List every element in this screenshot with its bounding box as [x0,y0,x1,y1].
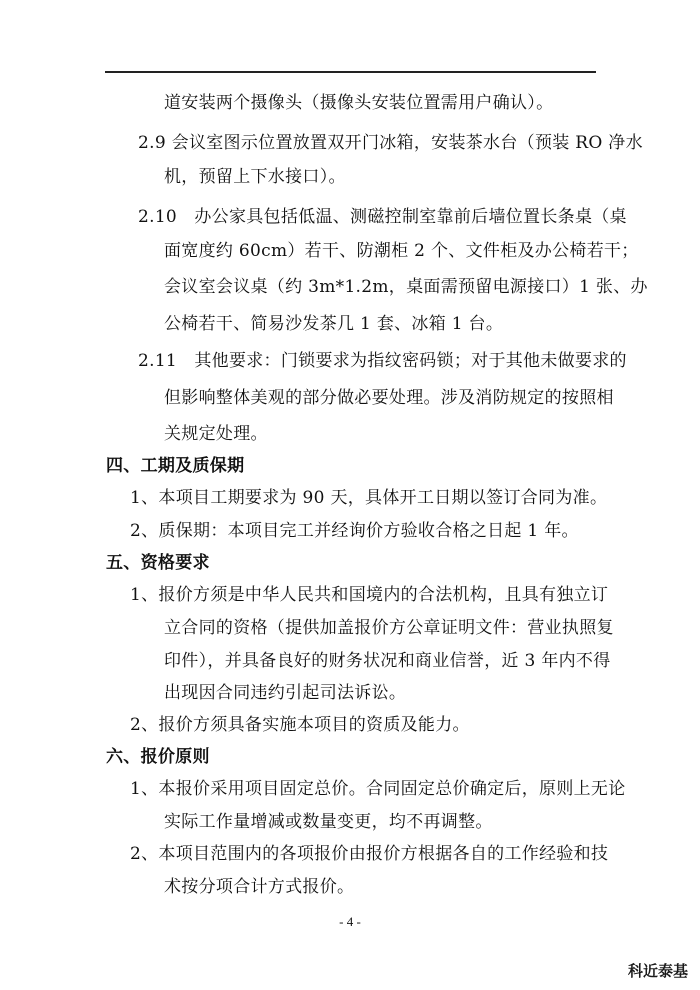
section-heading-4: 四、工期及质保期 [106,456,245,476]
body-line: 道安装两个摄像头（摄像头安装位置需用户确认）。 [164,93,554,113]
body-line: 面宽度约 60cm）若干、防潮柜 2 个、文件柜及办公椅若干； [164,241,639,261]
body-line: 2、质保期：本项目完工并经询价方验收合格之日起 1 年。 [130,521,579,541]
header-rule [105,71,596,73]
body-line: 2.9 会议室图示位置放置双开门冰箱，安装茶水台（预装 RO 净水 [138,133,643,153]
page-number: - 4 - [339,914,361,929]
body-line: 2.10 办公家具包括低温、测磁控制室靠前后墙位置长条桌（桌 [138,207,627,227]
body-line: 2、本项目范围内的各项报价由报价方根据各自的工作经验和技 [130,844,609,864]
body-line: 但影响整体美观的部分做必要处理。涉及消防规定的按照相 [164,388,614,408]
body-line: 术按分项合计方式报价。 [164,877,355,897]
body-line: 机，预留上下水接口）。 [164,167,346,187]
body-line: 2、报价方须具备实施本项目的资质及能力。 [130,715,470,735]
watermark: 科近泰基 [627,962,688,980]
section-heading-5: 五、资格要求 [106,553,210,573]
body-line: 会议室会议桌（约 3m*1.2m，桌面需预留电源接口）1 张、办 [164,277,648,297]
section-heading-6: 六、报价原则 [106,747,210,767]
body-line: 1、本项目工期要求为 90 天，具体开工日期以签订合同为准。 [130,488,608,508]
body-line: 1、报价方须是中华人民共和国境内的合法机构，且具有独立订 [130,585,609,605]
body-line: 关规定处理。 [164,424,268,444]
body-line: 出现因合同违约引起司法诉讼。 [164,683,407,703]
body-line: 印件），并具备良好的财务状况和商业信誉，近 3 年内不得 [164,651,611,671]
body-line: 立合同的资格（提供加盖报价方公章证明文件：营业执照复 [164,618,614,638]
body-line: 2.11 其他要求：门锁要求为指纹密码锁；对于其他未做要求的 [138,351,627,371]
body-line: 实际工作量增减或数量变更，均不再调整。 [164,812,493,832]
body-line: 公椅若干、简易沙发茶几 1 套、冰箱 1 台。 [164,314,504,334]
body-line: 1、本报价采用项目固定总价。合同固定总价确定后，原则上无论 [130,779,626,799]
